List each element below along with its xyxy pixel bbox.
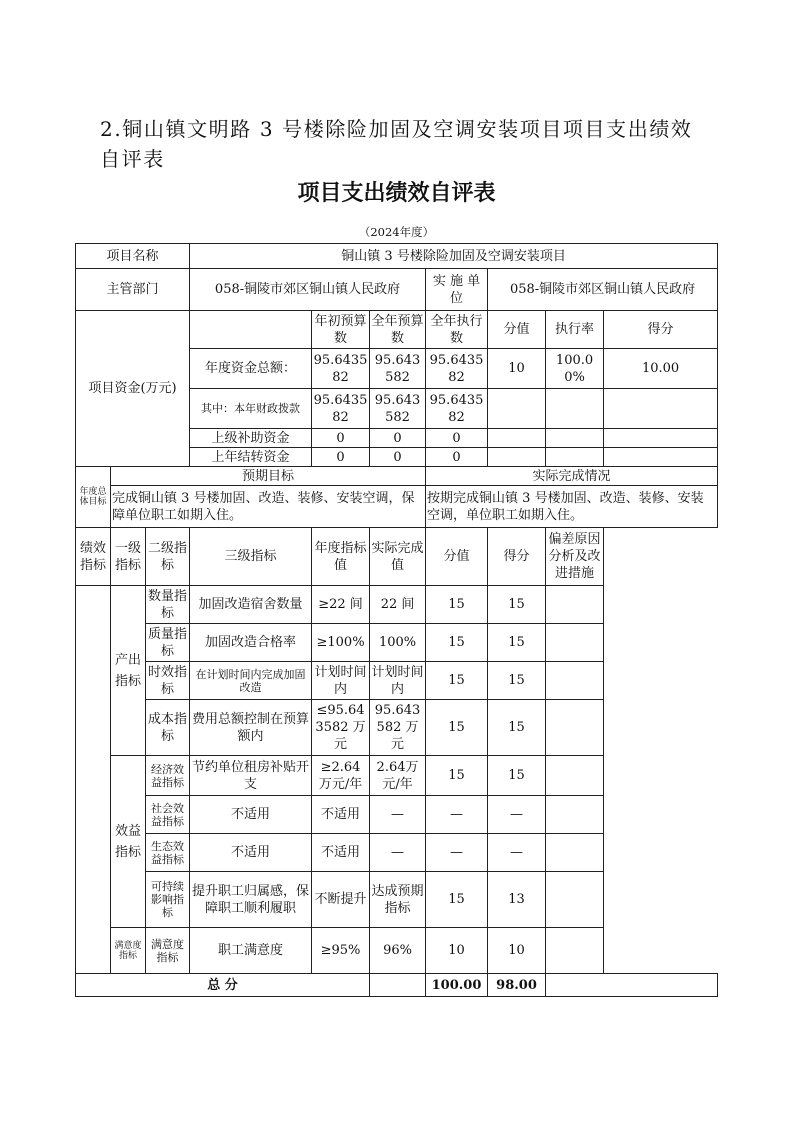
goals-actual-header: 实际完成情况 <box>426 467 718 486</box>
target: 计划时间内 <box>312 662 370 700</box>
funds-cell: 95.643582 <box>426 349 488 389</box>
note <box>546 796 604 834</box>
total-label: 总 分 <box>76 974 370 997</box>
got: 15 <box>488 700 546 756</box>
got: — <box>488 796 546 834</box>
got: 15 <box>488 586 546 624</box>
funds-cell: 95.643582 <box>426 389 488 429</box>
funds-cell: 100.00% <box>546 349 604 389</box>
indicator-header: 年度指标值 <box>312 528 370 586</box>
actual: 100% <box>370 624 426 662</box>
funds-header: 全年预算数 <box>370 311 426 349</box>
level1-satisfaction: 满意度指标 <box>111 928 146 974</box>
target: 不断提升 <box>312 872 370 928</box>
target: ≥2.64 万元/年 <box>312 756 370 796</box>
indicator-header: 实际完成值 <box>370 528 426 586</box>
note <box>546 662 604 700</box>
form-year: （2024年度） <box>358 225 435 239</box>
level2: 生态效益指标 <box>146 834 190 872</box>
level3: 不适用 <box>190 796 312 834</box>
got: 15 <box>488 756 546 796</box>
actual: 22 间 <box>370 586 426 624</box>
funds-cell <box>546 429 604 448</box>
goals-header-row <box>76 467 718 486</box>
dept-value: 058-铜陵市郊区铜山镇人民政府 <box>190 269 426 311</box>
goals-content-row <box>76 486 718 528</box>
level2: 经济效益指标 <box>146 756 190 796</box>
dept-row <box>76 269 718 311</box>
actual: 2.64万元/年 <box>370 756 426 796</box>
funds-header: 分值 <box>488 311 546 349</box>
level2: 数量指标 <box>146 586 190 624</box>
level3: 在计划时间内完成加固改造 <box>190 662 312 700</box>
funds-header: 得分 <box>604 311 718 349</box>
funds-header: 全年执行数 <box>426 311 488 349</box>
got: 15 <box>488 624 546 662</box>
level2: 时效指标 <box>146 662 190 700</box>
target: ≥95% <box>312 928 370 974</box>
form-title: 项目支出绩效自评表 <box>297 181 496 206</box>
funds-cell: 95.643582 <box>370 349 426 389</box>
funds-cell: 10 <box>488 349 546 389</box>
total-row <box>76 974 718 997</box>
target: ≤95.643582 万元 <box>312 700 370 756</box>
actual: 计划时间内 <box>370 662 426 700</box>
score: 15 <box>426 624 488 662</box>
indicator-header: 偏差原因分析及改进措施 <box>546 528 604 586</box>
actual: — <box>370 796 426 834</box>
funds-row-label: 其中：本年财政拨款 <box>190 389 312 429</box>
total-score: 100.00 <box>426 974 488 997</box>
funds-cell <box>604 429 718 448</box>
impl-value: 058-铜陵市郊区铜山镇人民政府 <box>488 269 718 311</box>
indicator-header: 二级指标 <box>146 528 190 586</box>
score: 15 <box>426 586 488 624</box>
level3: 加固改造宿舍数量 <box>190 586 312 624</box>
level2: 社会效益指标 <box>146 796 190 834</box>
level3: 费用总额控制在预算额内 <box>190 700 312 756</box>
project-name-label: 项目名称 <box>76 244 190 269</box>
indicator-row <box>76 928 718 974</box>
indicator-header: 一级指标 <box>111 528 146 586</box>
funds-label: 项目资金(万元) <box>76 311 190 467</box>
funds-row-label: 上级补助资金 <box>190 429 312 448</box>
total-got: 98.00 <box>488 974 546 997</box>
funds-header: 执行率 <box>546 311 604 349</box>
got: — <box>488 834 546 872</box>
funds-header: 年初预算数 <box>312 311 370 349</box>
indicator-blank-col <box>76 586 111 974</box>
funds-header-row <box>76 311 718 349</box>
target: 不适用 <box>312 796 370 834</box>
note <box>546 872 604 928</box>
funds-cell <box>604 448 718 467</box>
indicator-header: 得分 <box>488 528 546 586</box>
funds-cell <box>546 389 604 429</box>
funds-cell: 95.643582 <box>312 389 370 429</box>
funds-cell: 0 <box>370 429 426 448</box>
funds-cell: 95.643582 <box>312 349 370 389</box>
funds-cell: 95.643582 <box>370 389 426 429</box>
indicator-header-row <box>76 528 718 586</box>
goals-expected: 完成铜山镇 3 号楼加固、改造、装修、安装空调，保障单位职工如期入住。 <box>111 486 426 528</box>
section-heading: 2.铜山镇文明路 3 号楼除险加固及空调安装项目项目支出绩效自评表 <box>100 117 693 171</box>
indicator-row <box>76 756 718 796</box>
funds-row-label: 上年结转资金 <box>190 448 312 467</box>
funds-cell: 0 <box>312 448 370 467</box>
funds-cell: 0 <box>312 429 370 448</box>
note <box>546 756 604 796</box>
level2: 质量指标 <box>146 624 190 662</box>
evaluation-table <box>75 243 718 997</box>
level3: 不适用 <box>190 834 312 872</box>
target: ≥22 间 <box>312 586 370 624</box>
funds-cell <box>488 389 546 429</box>
level2: 成本指标 <box>146 700 190 756</box>
score: 15 <box>426 872 488 928</box>
funds-cell <box>488 429 546 448</box>
indicator-row <box>76 700 718 756</box>
total-blank <box>370 974 426 997</box>
indicator-header: 绩效指标 <box>76 528 111 586</box>
score: — <box>426 834 488 872</box>
got: 10 <box>488 928 546 974</box>
goals-label: 年度总体目标 <box>76 467 111 528</box>
impl-label: 实 施 单 位 <box>426 269 488 311</box>
note <box>546 834 604 872</box>
goals-actual: 按期完成铜山镇 3 号楼加固、改造、装修、安装空调，单位职工如期入住。 <box>426 486 718 528</box>
indicator-row <box>76 586 718 624</box>
goals-expected-header: 预期目标 <box>111 467 426 486</box>
funds-header-blank <box>190 311 312 349</box>
level2: 满意度指标 <box>146 928 190 974</box>
indicator-header: 三级指标 <box>190 528 312 586</box>
project-name-row <box>76 244 718 269</box>
indicator-header: 分值 <box>426 528 488 586</box>
note <box>546 624 604 662</box>
note <box>546 928 604 974</box>
indicator-row <box>76 872 718 928</box>
funds-cell <box>604 389 718 429</box>
funds-cell: 0 <box>426 429 488 448</box>
score: 15 <box>426 756 488 796</box>
indicator-row <box>76 796 718 834</box>
funds-row-label: 年度资金总额： <box>190 349 312 389</box>
indicator-row <box>76 662 718 700</box>
indicator-row <box>76 834 718 872</box>
indicator-row <box>76 624 718 662</box>
dept-label: 主管部门 <box>76 269 190 311</box>
target: 不适用 <box>312 834 370 872</box>
actual: 达成预期指标 <box>370 872 426 928</box>
actual: 96% <box>370 928 426 974</box>
level3: 节约单位租房补贴开支 <box>190 756 312 796</box>
level1-output: 产出指标 <box>111 586 146 756</box>
level3: 职工满意度 <box>190 928 312 974</box>
funds-cell: 10.00 <box>604 349 718 389</box>
level2: 可持续影响指标 <box>146 872 190 928</box>
note <box>546 700 604 756</box>
score: 10 <box>426 928 488 974</box>
total-note <box>546 974 718 997</box>
level1-benefit: 效益指标 <box>111 756 146 928</box>
note <box>546 586 604 624</box>
got: 13 <box>488 872 546 928</box>
actual: — <box>370 834 426 872</box>
actual: 95.643582 万元 <box>370 700 426 756</box>
score: — <box>426 796 488 834</box>
got: 15 <box>488 662 546 700</box>
target: ≥100% <box>312 624 370 662</box>
score: 15 <box>426 662 488 700</box>
funds-cell: 0 <box>370 448 426 467</box>
level3: 加固改造合格率 <box>190 624 312 662</box>
funds-cell: 0 <box>426 448 488 467</box>
funds-cell <box>546 448 604 467</box>
score: 15 <box>426 700 488 756</box>
funds-cell <box>488 448 546 467</box>
project-name-value: 铜山镇 3 号楼除险加固及空调安装项目 <box>190 244 718 269</box>
level3: 提升职工归属感，保障职工顺利履职 <box>190 872 312 928</box>
